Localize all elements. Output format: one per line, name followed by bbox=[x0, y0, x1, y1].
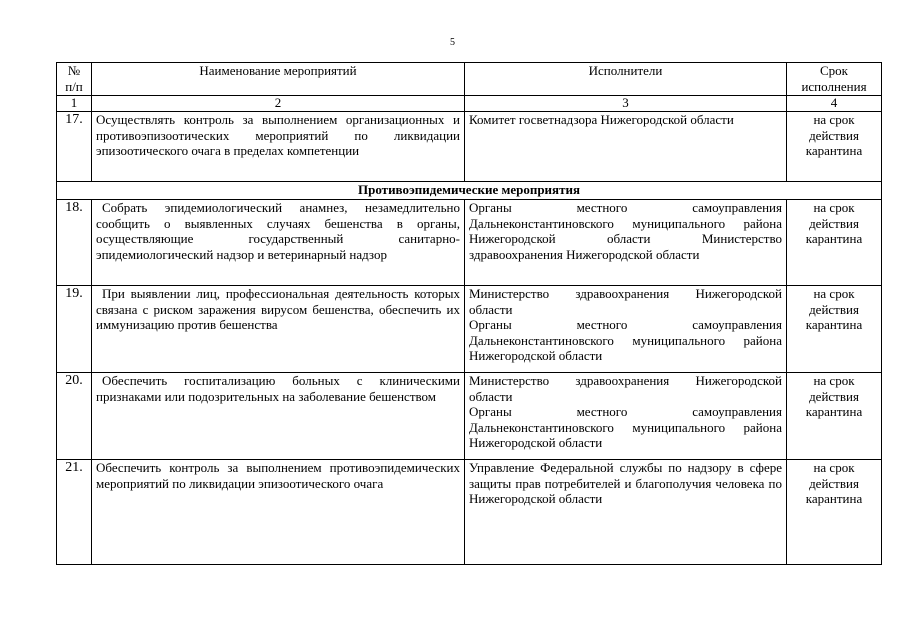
measure-name: Осуществлять контроль за выполнением организационных и противоэпизоотических мероприятий по ликвидации эпизоотического очага в пределах компетенции bbox=[92, 112, 465, 182]
column-index-row bbox=[57, 96, 882, 112]
measure-term: на срок действия карантина bbox=[787, 112, 882, 182]
measure-term: на срок действия карантина bbox=[787, 460, 882, 565]
measure-executors bbox=[465, 373, 787, 460]
measures-table bbox=[56, 62, 882, 565]
row-number: 21. bbox=[57, 460, 92, 565]
header-num: № п/п bbox=[57, 63, 92, 96]
measure-term: на срок действия карантина bbox=[787, 200, 882, 286]
table-row bbox=[57, 373, 882, 460]
column-index-2: 2 bbox=[92, 96, 465, 112]
section-title: Противоэпидемические мероприятия bbox=[57, 182, 882, 200]
measure-executors: Органы местного самоуправления Дальнеконстантиновского муниципального района Нижегородской области Министерство здравоохранения Нижегородской области bbox=[465, 200, 787, 286]
table-row bbox=[57, 286, 882, 373]
executor-ministry: Министерство здравоохранения Нижегородской области bbox=[469, 286, 782, 317]
measure-name: При выявлении лиц, профессиональная деятельность которых связана с риском заражения вирусом бешенства, обеспечить их иммунизацию против бешенства bbox=[92, 286, 465, 373]
row-number: 17. bbox=[57, 112, 92, 182]
header-name: Наименование мероприятий bbox=[92, 63, 465, 96]
column-index-4: 4 bbox=[787, 96, 882, 112]
executor-local-government: Органы местного самоуправления Дальнеконстантиновского муниципального района Нижегородской области bbox=[469, 404, 782, 450]
row-number: 19. bbox=[57, 286, 92, 373]
page-number: 5 bbox=[450, 37, 455, 48]
header-term: Срок исполнения bbox=[787, 63, 882, 96]
section-row bbox=[57, 182, 882, 200]
table-row bbox=[57, 200, 882, 286]
measure-name: Обеспечить госпитализацию больных с клиническими признаками или подозрительных на заболевание бешенством bbox=[92, 373, 465, 460]
header-executors: Исполнители bbox=[465, 63, 787, 96]
measure-name: Собрать эпидемиологический анамнез, незамедлительно сообщить о выявленных случаях бешенства в органы, осуществляющие государственный санитарно-эпидемиологический надзор и ветеринарный надзор bbox=[92, 200, 465, 286]
table-header-row bbox=[57, 63, 882, 96]
measure-executors: Управление Федеральной службы по надзору в сфере защиты прав потребителей и благополучия человека по Нижегородской области bbox=[465, 460, 787, 565]
row-number: 18. bbox=[57, 200, 92, 286]
column-index-1: 1 bbox=[57, 96, 92, 112]
table-row bbox=[57, 112, 882, 182]
executor-local-government: Органы местного самоуправления Дальнеконстантиновского муниципального района Нижегородской области bbox=[469, 317, 782, 363]
measure-name: Обеспечить контроль за выполнением противоэпидемических мероприятий по ликвидации эпизоотического очага bbox=[92, 460, 465, 565]
measure-term: на срок действия карантина bbox=[787, 286, 882, 373]
measure-term: на срок действия карантина bbox=[787, 373, 882, 460]
executor-ministry: Министерство здравоохранения Нижегородской области bbox=[469, 373, 782, 404]
measure-executors: Комитет госветнадзора Нижегородской области bbox=[465, 112, 787, 182]
table-row bbox=[57, 460, 882, 565]
column-index-3: 3 bbox=[465, 96, 787, 112]
measure-executors bbox=[465, 286, 787, 373]
row-number: 20. bbox=[57, 373, 92, 460]
